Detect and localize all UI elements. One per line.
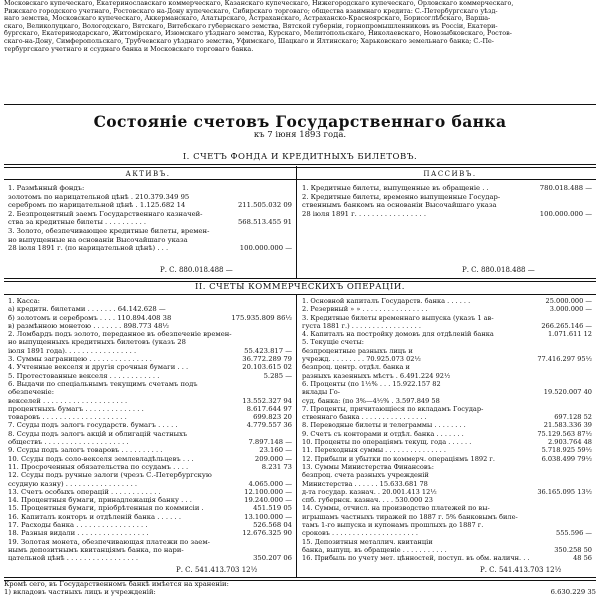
list-item: Министерства . . . . . . 15.633.681 78 [302,479,428,488]
footer-line: Кромѣ сего, въ Государственномъ банкѣ имѣется на храненіи: [4,580,229,588]
intro-line: Рижскаго городского учетнаго, Ростовскаго на-Дону купеческаго, Сибирскаго торговаго; общества взаимнаго кредита: С.-Петербургскаго уѣзд- [4,7,498,15]
intro-line: скаго-на-Дону, Симферопольскаго, Трубчевскаго уѣзднаго земства, Уфимскаго, Шацкаго и Ялтинскаго; Харьковскаго земельнаго банка; С.-Пе- [4,37,494,45]
list-item: игрышамъ частныхъ тиражей по 1887 г. 5% банковымъ биле- [302,512,518,521]
section1-aktiv-header: АКТИВЪ. [125,170,171,178]
list-item: ссудную казну) . . . . . . . . . . . . . . . . . 4.065.000 — [8,479,292,488]
list-item: 4. Учтенные векселя и другія срочныя бумаги . . . 20.103.615 02 [8,363,292,372]
list-item: 11. Переходныя суммы . . . . . . . . . . . . . . . 5.718.925 59½ [302,446,592,455]
list-item: учрежд. . . . . . . . . 70.925.073 02½ 77.416.297 95½ [302,355,592,364]
section1-aktiv-list [8,184,292,253]
footer-line: 1) вкладовъ частныхъ лицъ и учрежденій: 6.630.229 35 [4,588,596,597]
list-item: вклады Го- 19.520.007 40 [302,388,592,397]
section2-passiv-list [302,297,592,563]
section2-heading: II. СЧЕТЫ КОММЕРЧЕСКИХЪ ОПЕРАЦІЙ. [195,282,405,292]
list-item: безпроц. счета разныхъ учрежденій [302,471,429,480]
section2-aktiv-total: Р. С. 541.413.703 12½ [176,566,258,574]
list-item: 1. Касса: [8,297,40,305]
list-item: серебромъ по нарицательной цѣнѣ . 1.125.682 14 211.505.032 09 [8,201,292,210]
list-item: 1. Основной капиталъ Государств. банка . . . . . . 25.000.000 — [302,297,592,305]
list-item: векселей . . . . . . . . . . . . . . . . . . . . 13.552.327 94 [8,396,292,405]
intro-line: тербургскаго учетнаго и ссуднаго банка и Московскаго торговаго банка. [4,45,254,53]
section1-aktiv-total: Р. С. 880.018.488 — [160,266,233,274]
intro-line: Московскаго купеческаго, Екатеринославскаго коммерческаго, Казанскаго купеческаго, Нижегородскаго купеческаго, Орловскаго коммерческаго, [4,0,514,7]
list-item: 3. Золото, обезпечивающее кредитные билеты, времен- [8,226,210,235]
section1-passiv-total: Р. С. 880.018.488 — [462,266,535,274]
list-item: 16. Капиталъ конторъ и отдѣленій банка . . . . . . 13.100.000 — [8,512,292,521]
list-item: ства за кредитные билеты . . . . . . . . . . 568.513.455 91 [8,218,292,227]
list-item: 3. Суммы заграницею . . . . . . . . . . . . . . . 36.772.289 79 [8,355,292,364]
list-item: іюля 1891 года). . . . . . . . . . . . . . . . . 55.423.817 — [8,346,292,355]
list-item: 16. Прибыль по учету мет. цѣнностей, поступ. въ обм. наличн. . . 48 56 [302,554,592,563]
list-item: 28 іюля 1891 г. . . . . . . . . . . . . . . . . 100.000.000 — [302,209,592,218]
list-item: 9. Счетъ съ конторами и отдѣл. банка . . . . . . . 75.129.563 87½ [302,429,592,438]
list-item: 6. Выдачи по спеціальнымъ текущимъ счетамъ подъ [8,379,198,388]
list-item: безпроц. центр. отдѣл. банка и [302,363,410,372]
list-item: 5. Протестованные векселя . . . . . . . . . . . . 5.285 — [8,371,292,380]
list-item: в) размѣнною монетою . . . . . . . 898.773 48½ [8,321,169,330]
list-item: 14. Суммы, отчисл. на производство платежей по вы- [302,504,490,513]
list-item: сроковъ . . . . . . . . . . . . . . . . . . . . . 555.596 — [302,529,592,538]
list-item: цательной цѣнѣ . . . . . . . . . . . . . . . . . 350.207 06 [8,554,292,563]
section1-passiv-header: ПАССИВЪ. [423,170,477,178]
column-divider [296,166,297,278]
list-item: но выпущенные на основаніи Высочайшаго указа [8,235,188,244]
list-item: 18. Разныя видали . . . . . . . . . . . . . . . . . 12.676.325 90 [8,529,292,538]
list-item: 17. Расходы банка . . . . . . . . . . . . . . . . . 526.568 04 [8,521,292,530]
list-item: 10. Проценты по операціямъ текущ. года . . . . . . 2.903.764 48 [302,438,592,447]
list-item: 13. Суммы Министерства Финансовъ: [302,462,434,471]
list-item: 8. Ссуды подъ залогъ акцій и облигацій частныхъ [8,429,188,438]
list-item: густа 1881 г.) . . . . . . . . . . . . . . . . . 266.265.146 — [302,321,592,330]
list-item: 11. Просроченныя обязательства по ссудамъ . . . . 8.231 73 [8,462,292,471]
section2-passiv-total: Р. С. 541.413.703 12½ [480,566,562,574]
page-title: Состояніе счетовъ Государственнаго банка [93,112,507,131]
list-item: безпроцентные разныхъ лицъ и [302,346,413,355]
page-subtitle: къ 7 іюня 1893 года. [253,130,347,140]
list-item: 28 іюля 1891 г. (по нарицательной цѣнѣ) . . . 100.000.000 — [8,244,292,253]
list-item: нымъ депозитнымъ квитанціямъ банка, по нари- [8,545,184,554]
list-item: 14. Процентныя бумаги, принадлежащія банку . . . 19.240.000 — [8,496,292,505]
list-item: обществъ . . . . . . . . . . . . . . . . . . . . 7.897.148 — [8,438,292,447]
list-item: ственнаго банка . . . . . . . . . . . . . . . . 697.128 52 [302,413,592,422]
list-item: 1. Кредитные билеты, выпущенные въ обращеніе . . 780.018.488 — [302,184,592,192]
section1-top-rule [4,164,596,168]
list-item: обезпеченіе: [8,388,54,397]
list-item: 10. Ссуды подъ соло-векселя землевладѣльцевъ . . . 209.000 — [8,454,292,463]
list-item: 9. Ссуды подъ залогъ товаровъ . . . . . . . . . . 23.160 — [8,446,292,455]
list-item: 15. Процентныя бумаги, пріобрѣтенныя по коммисіи . 451.519 05 [8,504,292,513]
list-item: б) золотомъ и серебромъ . . . . 110.894.408 38 175.935.809 86½ [8,313,292,322]
list-item: суд. банка: (по 3%—4½% . 3.597.849 58 [302,396,440,405]
list-item: 3. Кредитные билеты временнаго выпуска (указъ 1 ав- [302,313,494,322]
divider [4,104,596,105]
list-item: 12. Ссуды подъ ручные залоги (чрезъ С.-Петербургскую [8,471,212,480]
list-item: но выпущенныхъ кредитныхъ билетовъ (указъ 28 [8,338,186,347]
section1-passiv-list [302,184,592,218]
list-item: 2. Безпроцентный заемъ Государственнаго казначей- [8,209,203,218]
intro-line: скаго, Великолуцкаго, Вологодскаго, Вятскаго, Витебскаго губернскаго земства, Вятской губерніи, горнопромышленниковъ въ Россіи, Екатери- [4,22,498,30]
intro-paragraph [4,0,596,53]
list-item: золотомъ по нарицательной цѣнѣ . 210.379.349 95 [8,192,190,201]
list-item: 7. Ссуды подъ залогъ государств. бумагъ . . . . . 4.779.557 36 [8,421,292,430]
list-item: 6. Проценты (по 1½% . . . 15.922.157 82 [302,379,441,388]
list-item: разныхъ казенныхъ мѣстъ . 6.491.224 92½ [302,371,451,380]
list-item: ственнымъ банкомъ на основаніи Высочайшаго указа [302,201,497,210]
list-item: 2. Резервный » » . . . . . . . . . . . . . . . . 3.000.000 — [302,305,592,314]
list-item: 2. Кредитные билеты, временно выпущенные Государ- [302,192,501,201]
list-item: 19. Золотая монета, обезпечивающая платежи по заем- [8,537,210,546]
list-item: 8. Переводные билеты и телеграммы . . . . . . . . 21.583.336 39 [302,421,592,430]
list-item: тамъ 1-го выпуска и купонамъ прошлыхъ до 1887 г. [302,521,484,530]
list-item: банка, выпущ. въ обращеніе . . . . . . . . . . . 350.258 50 [302,545,592,554]
list-item: спб. губернск. казнач. . . . 530.000 23 [302,496,433,505]
list-item: 15. Депозитныя металлич. квитанціи [302,537,433,546]
list-item: 2. Ломбардъ подъ золото, переданное въ обезпеченіе времен- [8,330,232,339]
divider [4,179,596,180]
list-item: 5. Текущіе счеты: [302,338,364,347]
list-item: товаровъ . . . . . . . . . . . . . . . . . . . . 699.823 20 [8,413,292,422]
list-item: 1. Размѣнный фондъ: [8,184,85,192]
list-item: д-та государ. казнач. . 20.001.413 12½ 36.165.095 13½ [302,487,592,496]
intro-line: бургскаго, Екатеринодарскаго, Житомірскаго, Изюмскаго уѣзднаго земства, Курскаго, Мелитопольскаго, Николаевскаго, Новозыбковскаго, Ростов- [4,30,512,38]
list-item: процентныхъ бумагъ . . . . . . . . . . . . . . 8.617.644 97 [8,404,292,413]
list-item: 7. Проценты, причитающіеся по вкладамъ Государ- [302,404,484,413]
list-item: 13. Счетъ особыхъ операцій . . . . . . . . . . . . 12.100.000 — [8,487,292,496]
intro-line: наго земства, Московскаго купеческаго, Аккерманскаго, Алатырскаго, Астраханскаго, Астраханско-Красноярскаго, Борисоглѣбскаго, Варша- [4,15,491,23]
list-item: а) кредитн. билетами . . . . . . . 64.142.628 — [8,305,166,314]
column-divider [296,294,297,578]
divider [4,294,596,295]
section2-aktiv-list [8,297,292,563]
section1-heading: I. СЧЕТЪ ФОНДА И КРЕДИТНЫХЪ БИЛЕТОВЪ. [182,152,418,162]
footer-note [4,580,596,597]
list-item: 12. Прибыли и убытки по коммерч. операціямъ 1892 г. 6.038.499 79½ [302,454,592,463]
list-item: 4. Капиталъ на постройку домовъ для отдѣленій банка 1.071.611 12 [302,330,592,339]
